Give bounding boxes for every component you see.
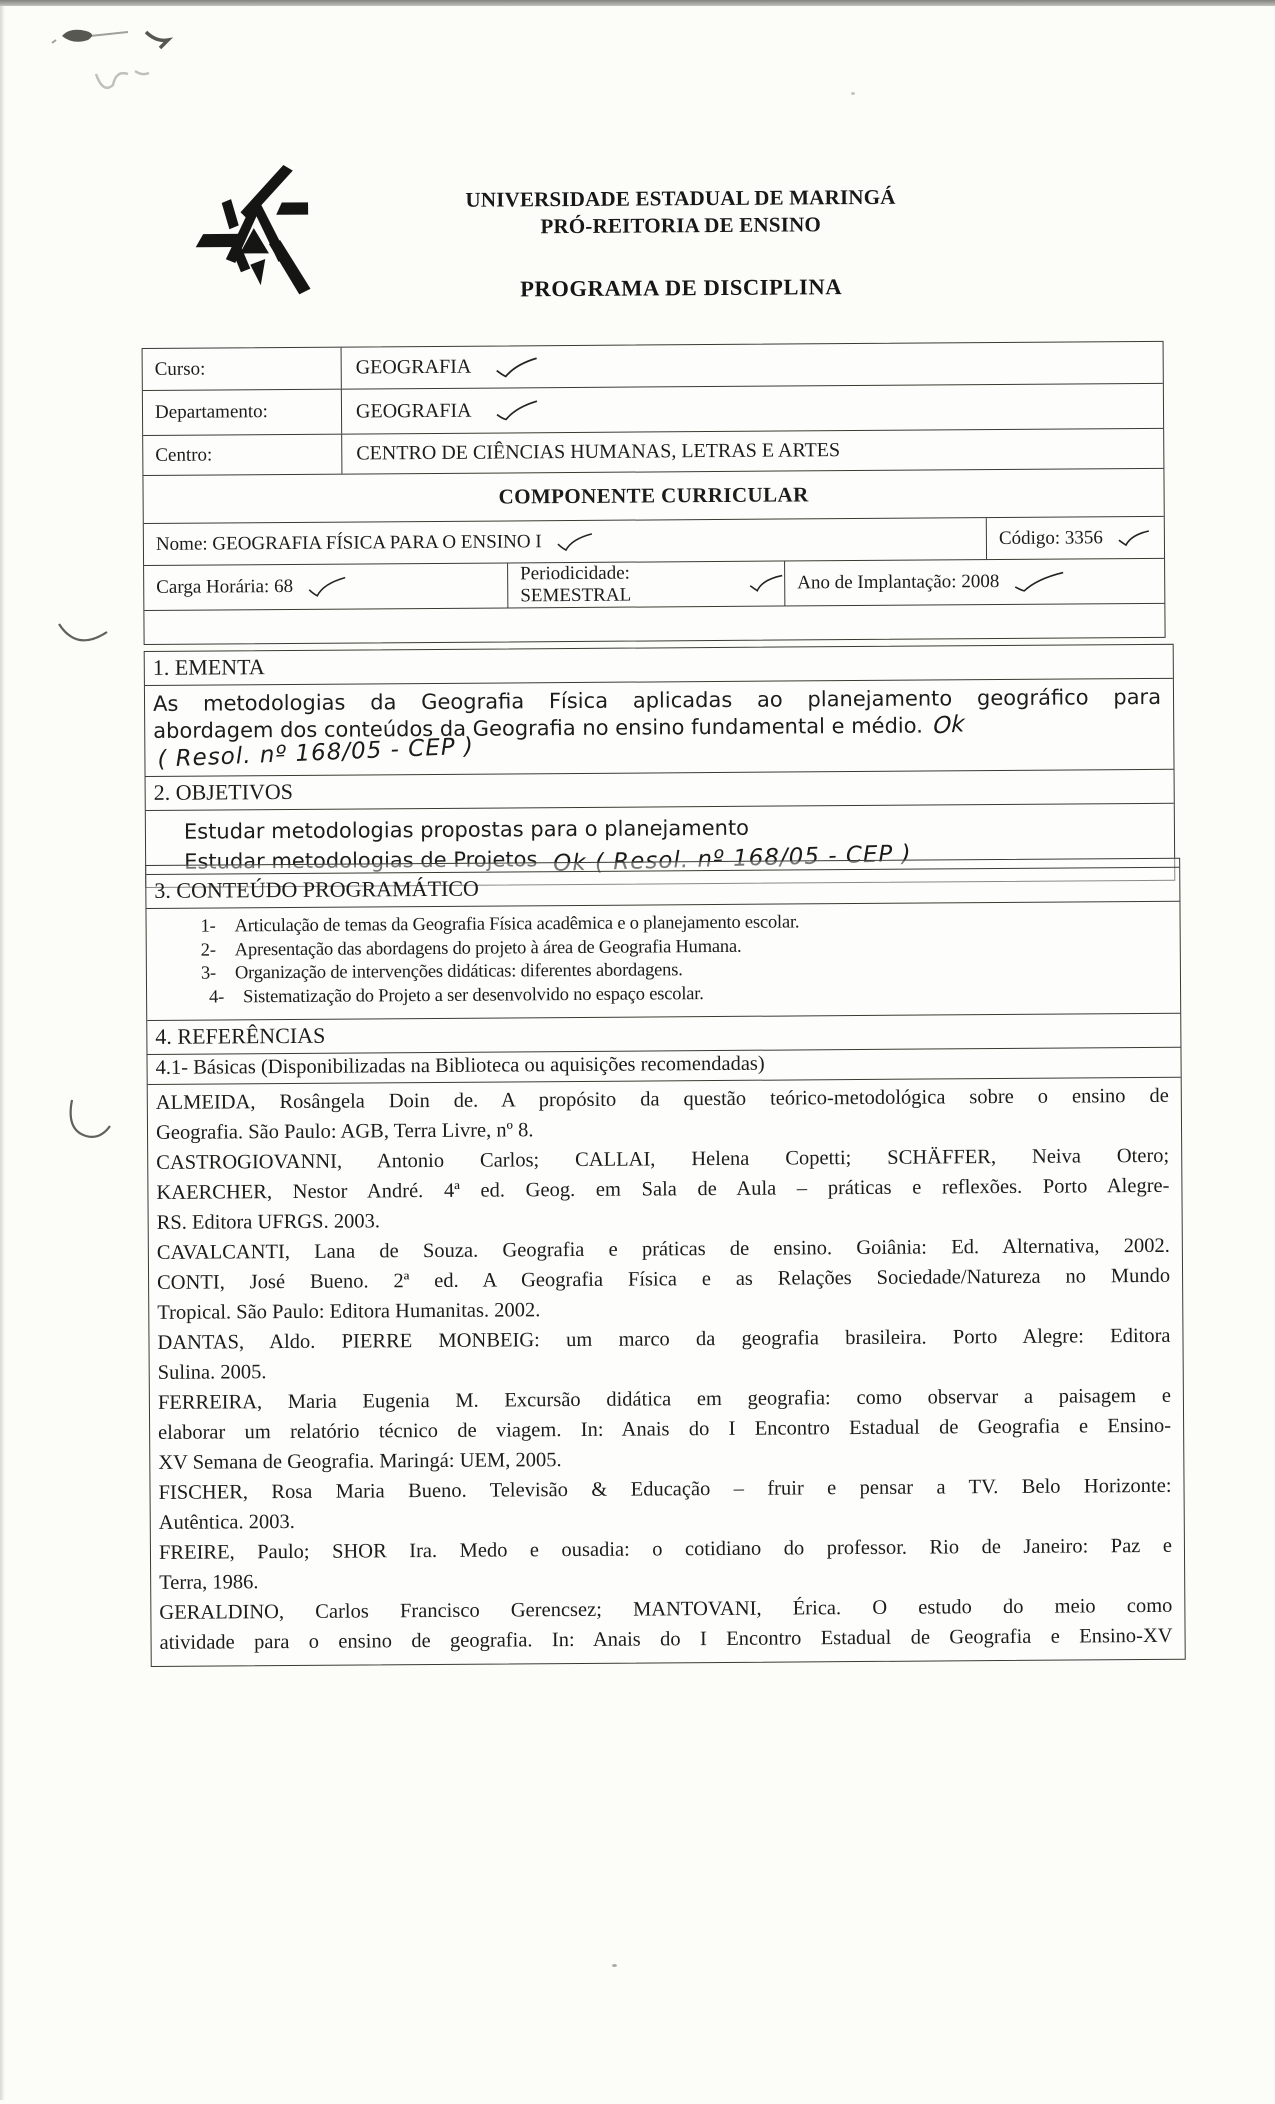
office-name: PRÓ-REITORIA DE ENSINO — [540, 212, 822, 239]
conteudo-item: 4- Sistematização do Projeto a ser desenvolvido no espaço escolar. — [209, 983, 704, 1008]
reference-entry: FERREIRA, Maria Eugenia M. Excursão didática em geografia: como observar a paisagem e elaborar um relatório técnico de viagem. In: Anais do I Encontro Estadual de Geografia e Ensino- XV Semana de Geografia. Maringá: UEM, 2005. — [157, 1384, 1172, 1474]
ementa-line: As metodologias da Geografia Física aplicadas ao planejamento geográfico para — [152, 684, 1162, 716]
referencias-subheading: 4.1- Básicas (Disponibilizadas na Biblioteca ou aquisições recomendadas) — [147, 1048, 1180, 1085]
ementa-line: abordagem dos conteúdos da Geografia no ensino fundamental e médio. Ok — [153, 711, 965, 743]
objetivos-heading: 2. OBJETIVOS — [146, 770, 1174, 811]
handwritten-checkmark-icon — [1117, 528, 1151, 546]
identification-table — [142, 341, 1166, 645]
carga-periodicidade-ano-row — [144, 559, 1164, 611]
ano-implantacao-value: Ano de Implantação: 2008 — [797, 571, 1000, 594]
scan-edge-top — [0, 0, 1275, 6]
reference-entry: CONTI, José Bueno. 2ª ed. A Geografia Física e as Relações Sociedade/Natureza no Mundo Tropical. São Paulo: Editora Humanitas. 2002. — [157, 1264, 1171, 1324]
nome-label-and-value — [156, 531, 542, 556]
curso-value: GEOGRAFIA — [355, 355, 472, 379]
codigo-value: Código: 3356 — [998, 526, 1103, 549]
departamento-value: GEOGRAFIA — [355, 399, 472, 423]
reference-entry: DANTAS, Aldo. PIERRE MONBEIG: um marco da geografia brasileira. Porto Alegre: Editora Sulina. 2005. — [157, 1324, 1171, 1384]
reference-entry: GERALDINO, Carlos Francisco Gerencsez; MANTOVANI, Érica. O estudo do meio como atividade para o ensino de geografia. In: Anais do I Encontro Estadual de Geografia e Ensino-XV — [159, 1594, 1173, 1654]
reference-entry: CAVALCANTI, Lana de Souza. Geografia e práticas de ensino. Goiânia: Ed. Alternativa, 2002. — [156, 1234, 1170, 1264]
ementa-content — [145, 679, 1174, 777]
header-block — [330, 183, 1030, 242]
componente-curricular-header: COMPONENTE CURRICULAR — [143, 469, 1163, 524]
handwritten-checkmark-icon — [493, 399, 539, 421]
curso-label: Curso: — [143, 348, 342, 390]
handwritten-checkmark-icon — [748, 574, 784, 594]
centro-value: CENTRO DE CIÊNCIAS HUMANAS, LETRAS E ARTES — [356, 439, 841, 465]
uem-logo — [193, 152, 316, 301]
departamento-label: Departamento: — [143, 390, 342, 435]
referencias-list — [148, 1078, 1185, 1666]
centro-row — [143, 429, 1163, 476]
handwritten-ok: Ok — [932, 711, 965, 740]
objetivos-line: Estudar metodologias propostas para o planejamento — [183, 815, 750, 844]
ink-smudge-mark — [50, 16, 200, 106]
empty-row — [144, 604, 1164, 644]
scan-speck — [851, 92, 855, 95]
conteudo-item: 3- Organização de intervenções didáticas: diferentes abordagens. — [200, 960, 683, 984]
scan-speck — [612, 1964, 617, 1967]
conteudo-heading: 3. CONTEÚDO PROGRAMÁTICO — [146, 868, 1179, 909]
departamento-row — [143, 384, 1163, 436]
reference-entry: FREIRE, Paulo; SHOR Ira. Medo e ousadia: o cotidiano do professor. Rio de Janeiro: Paz e Terra, 1986. — [158, 1534, 1173, 1594]
conteudo-item: 2- Apresentação das abordagens do projeto à área de Geografia Humana. — [200, 936, 742, 961]
handwritten-checkmark-icon — [493, 356, 539, 378]
handwritten-note: Ok ( Resol. nº 168/05 - CEP ) — [553, 840, 913, 877]
nome-codigo-row — [144, 517, 1164, 566]
conteudo-item: 1- Articulação de temas da Geografia Física acadêmica e o planejamento escolar. — [200, 912, 800, 937]
nome-value: GEOGRAFIA FÍSICA PARA O ENSINO I — [212, 530, 542, 555]
periodicidade-value: Periodicidade: SEMESTRAL — [520, 562, 632, 607]
handwritten-checkmark-icon — [556, 531, 594, 551]
document-title: PROGRAMA DE DISCIPLINA — [520, 274, 843, 302]
objetivos-line: Estudar metodologias de Projetos Ok ( Resol. nº 168/05 - CEP ) — [184, 840, 913, 877]
centro-label: Centro: — [143, 435, 342, 475]
curso-row — [143, 342, 1163, 391]
handwritten-checkmark-icon — [307, 576, 347, 598]
handwritten-note: ( Resol. nº 168/05 - CEP ) — [156, 733, 475, 773]
reference-entry: CASTROGIOVANNI, Antonio Carlos; CALLAI, Helena Copetti; SCHÄFFER, Neiva Otero; KAERCHER, Nestor André. 4ª ed. Geog. em Sala de Aula – práticas e reflexões. Porto Alegre- RS. Editora UFRGS. 2003. — [156, 1144, 1170, 1234]
reference-entry: FISCHER, Rosa Maria Bueno. Televisão & Educação – fruir e pensar a TV. Belo Horizonte: Autêntica. 2003. — [158, 1474, 1172, 1534]
referencias-heading: 4. REFERÊNCIAS — [147, 1014, 1180, 1055]
handwritten-checkmark-icon — [1013, 571, 1065, 593]
ementa-objetivos-table — [144, 644, 1176, 888]
university-name: UNIVERSIDADE ESTADUAL DE MARINGÁ — [465, 184, 896, 212]
conteudo-items — [146, 902, 1180, 1021]
carga-horaria-value: Carga Horária: 68 — [156, 575, 294, 598]
margin-arc-mark — [62, 1096, 114, 1148]
ementa-heading: 1. EMENTA — [145, 645, 1173, 686]
reference-entry: ALMEIDA, Rosângela Doin de. A propósito da questão teórico-metodológica sobre o ensino de Geografia. São Paulo: AGB, Terra Livre, nº 8. — [155, 1084, 1169, 1144]
margin-arc-mark — [55, 608, 111, 656]
conteudo-referencias-table — [145, 858, 1186, 1667]
nome-label: Nome: — [155, 533, 208, 555]
